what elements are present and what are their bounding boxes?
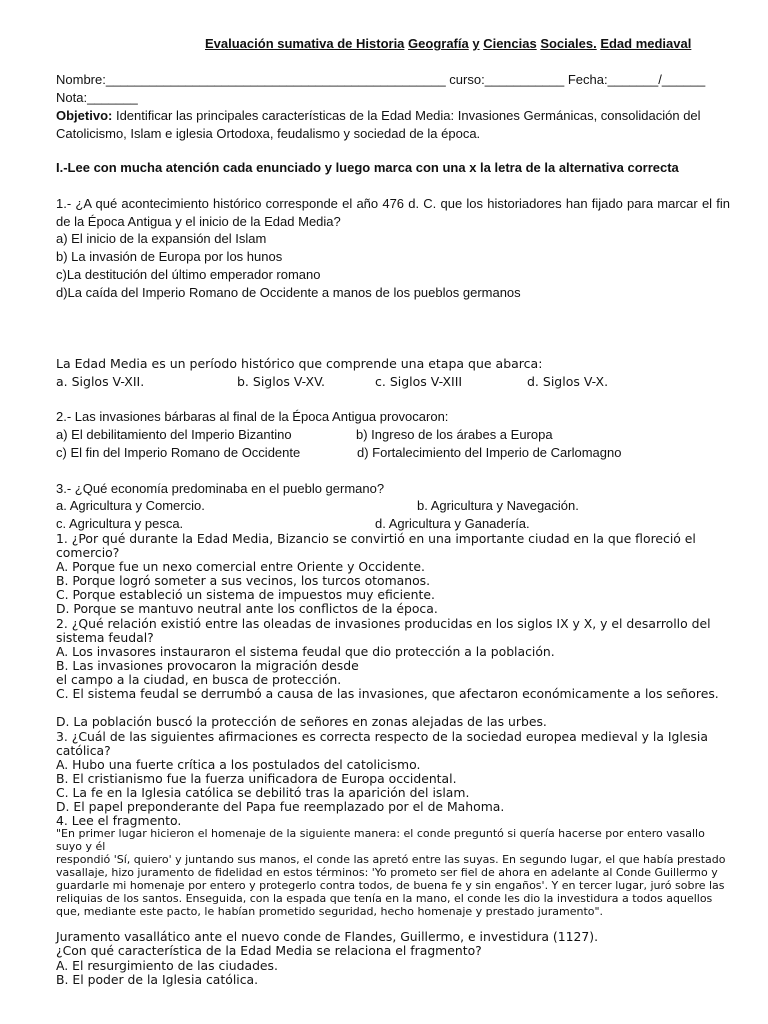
question-1-stem: 1.- ¿A qué acontecimiento histórico corresponde el año 476 d. C. que los historiadores han fijado para marcar el fin de la Época Antigua y el inicio de la Edad Media? — [56, 196, 730, 229]
block2-question-1-option-a[interactable]: A. Porque fue un nexo comercial entre Oriente y Occidente. — [56, 559, 425, 574]
title-part: y — [472, 36, 480, 51]
section-instruction: I.-Lee con mucha atención cada enunciado y luego marca con una x la letra de la alternativa correcta — [56, 160, 679, 175]
question-2-option-c[interactable]: c) El fin del Imperio Romano de Occidente — [56, 445, 301, 460]
fragment-quote: respondió 'Sí, quiero' y juntando sus manos, el conde las apretó entre las suyas. En segundo lugar, el que había prestado vasallaje, hizo juramento de fidelidad en estos términos: 'Yo prometo ser fiel de ahora en adelante al Conde Guillermo y guardarle mi homenaje por entero y protegerlo contra todos, de buena fe y sin engaños'. Y en tercer lugar, juró sobre las reliquias de los santos. Enseguida, con la espada que tenía en la mano, el conde les dio la investidura a todos aquellos que, mediante este pacto, le habían prometido seguridad, hecho homenaje y prestado juramento". — [56, 853, 726, 918]
block2-question-1-option-c[interactable]: C. Porque estableció un sistema de impuestos muy eficiente. — [56, 587, 435, 602]
block2-question-4-stem: 4. Lee el fragmento. — [56, 813, 182, 828]
nombre-field[interactable]: _______________________________________________ — [105, 72, 446, 87]
question-1-option-c[interactable]: c)La destitución del último emperador romano — [56, 267, 321, 282]
title-part: Edad mediaval — [600, 36, 692, 51]
block2-question-2-option-b[interactable]: B. Las invasiones provocaron la migración desde — [56, 658, 359, 673]
block2-question-2-option-a[interactable]: A. Los invasores instauraron el sistema feudal que dio protección a la población. — [56, 644, 555, 659]
block2-question-3-option-c[interactable]: C. La fe en la Iglesia católica se debilitó tras la aparición del islam. — [56, 785, 470, 800]
question-1-option-a[interactable]: a) El inicio de la expansión del Islam — [56, 231, 267, 246]
objective — [56, 107, 732, 143]
edad-media-option-d[interactable]: d. Siglos V-X. — [527, 374, 609, 389]
edad-media-stem: La Edad Media es un período histórico que comprende una etapa que abarca: — [56, 356, 543, 371]
question-2-stem: 2.- Las invasiones bárbaras al final de la Época Antigua provocaron: — [56, 409, 449, 424]
exam-title — [205, 36, 691, 52]
title-part: Sociales. — [540, 36, 597, 51]
block2-question-2-option-c[interactable]: C. El sistema feudal se derrumbó a causa de las invasiones, que afectaron económicamente a los señores. — [56, 686, 719, 701]
question-3-option-c[interactable]: c. Agricultura y pesca. — [56, 516, 184, 531]
fecha-field[interactable]: _______/______ — [607, 72, 706, 87]
block2-question-4-question: ¿Con qué característica de la Edad Media se relaciona el fragmento? — [56, 943, 482, 958]
block2-question-2-option-b-cont[interactable]: el campo a la ciudad, en busca de protección. — [56, 672, 342, 687]
block2-question-2-option-d[interactable]: D. La población buscó la protección de señores en zonas alejadas de las urbes. — [56, 714, 547, 729]
question-3-option-a[interactable]: a. Agricultura y Comercio. — [56, 498, 205, 513]
edad-media-option-b[interactable]: b. Siglos V-XV. — [237, 374, 326, 389]
block2-question-4-option-b[interactable]: B. El poder de la Iglesia católica. — [56, 972, 259, 987]
question-3-option-b[interactable]: b. Agricultura y Navegación. — [417, 498, 579, 513]
block2-question-1-stem: 1. ¿Por qué durante la Edad Media, Bizancio se convirtió en una importante ciudad en la que floreció el comercio? — [56, 531, 696, 560]
fragment-quote-line: "En primer lugar hicieron el homenaje de la siguiente manera: el conde preguntó si quería hacerse por entero vasallo suyo y él — [56, 827, 705, 853]
block2-question-4-option-a[interactable]: A. El resurgimiento de las ciudades. — [56, 958, 278, 973]
question-1-option-d[interactable]: d)La caída del Imperio Romano de Occidente a manos de los pueblos germanos — [56, 285, 521, 300]
title-part: Evaluación sumativa de Historia — [205, 36, 405, 51]
question-3-stem: 3.- ¿Qué economía predominaba en el pueblo germano? — [56, 481, 385, 496]
curso-field[interactable]: ___________ — [484, 72, 565, 87]
question-2-option-b[interactable]: b) Ingreso de los árabes a Europa — [356, 427, 553, 442]
edad-media-option-a[interactable]: a. Siglos V-XII. — [56, 374, 145, 389]
fragment-source: Juramento vasallático ante el nuevo conde de Flandes, Guillermo, e investidura (1127). — [56, 929, 599, 944]
block2-question-3-option-d[interactable]: D. El papel preponderante del Papa fue reemplazado por el de Mahoma. — [56, 799, 505, 814]
nota-label: Nota: — [56, 90, 88, 105]
block2-question-2-stem: 2. ¿Qué relación existió entre las oleadas de invasiones producidas en los siglos IX y X, y el desarrollo del sistema feudal? — [56, 616, 711, 645]
block2-question-1-option-b[interactable]: B. Porque logró someter a sus vecinos, los turcos otomanos. — [56, 573, 431, 588]
objective-label: Objetivo: — [56, 108, 113, 123]
nombre-label: Nombre: — [56, 72, 106, 87]
block2-question-3-option-a[interactable]: A. Hubo una fuerte crítica a los postulados del catolicismo. — [56, 757, 421, 772]
nota-line — [56, 90, 138, 106]
question-3-option-d[interactable]: d. Agricultura y Ganadería. — [375, 516, 530, 531]
objective-text: Identificar las principales características de la Edad Media: Invasiones Germánicas, consolidación del Catolicismo, Islam e iglesia Ortodoxa, feudalismo y sociedad de la época. — [56, 108, 701, 141]
edad-media-option-c[interactable]: c. Siglos V-XIII — [375, 374, 463, 389]
block2-question-3-stem: 3. ¿Cuál de las siguientes afirmaciones es correcta respecto de la sociedad europea medieval y la Iglesia católica? — [56, 729, 708, 758]
question-2-option-d[interactable]: d) Fortalecimiento del Imperio de Carlomagno — [357, 445, 622, 460]
block2-question-1-option-d[interactable]: D. Porque se mantuvo neutral ante los conflictos de la época. — [56, 601, 438, 616]
question-1-option-b[interactable]: b) La invasión de Europa por los hunos — [56, 249, 283, 264]
title-part: Ciencias — [483, 36, 537, 51]
question-2-option-a[interactable]: a) El debilitamiento del Imperio Bizantino — [56, 427, 292, 442]
fecha-label: Fecha: — [567, 72, 608, 87]
title-part: Geografía — [408, 36, 469, 51]
student-info-line — [56, 72, 705, 88]
curso-label: curso: — [449, 72, 485, 87]
block2-question-3-option-b[interactable]: B. El cristianismo fue la fuerza unificadora de Europa occidental. — [56, 771, 457, 786]
nota-field[interactable]: _______ — [87, 90, 138, 105]
